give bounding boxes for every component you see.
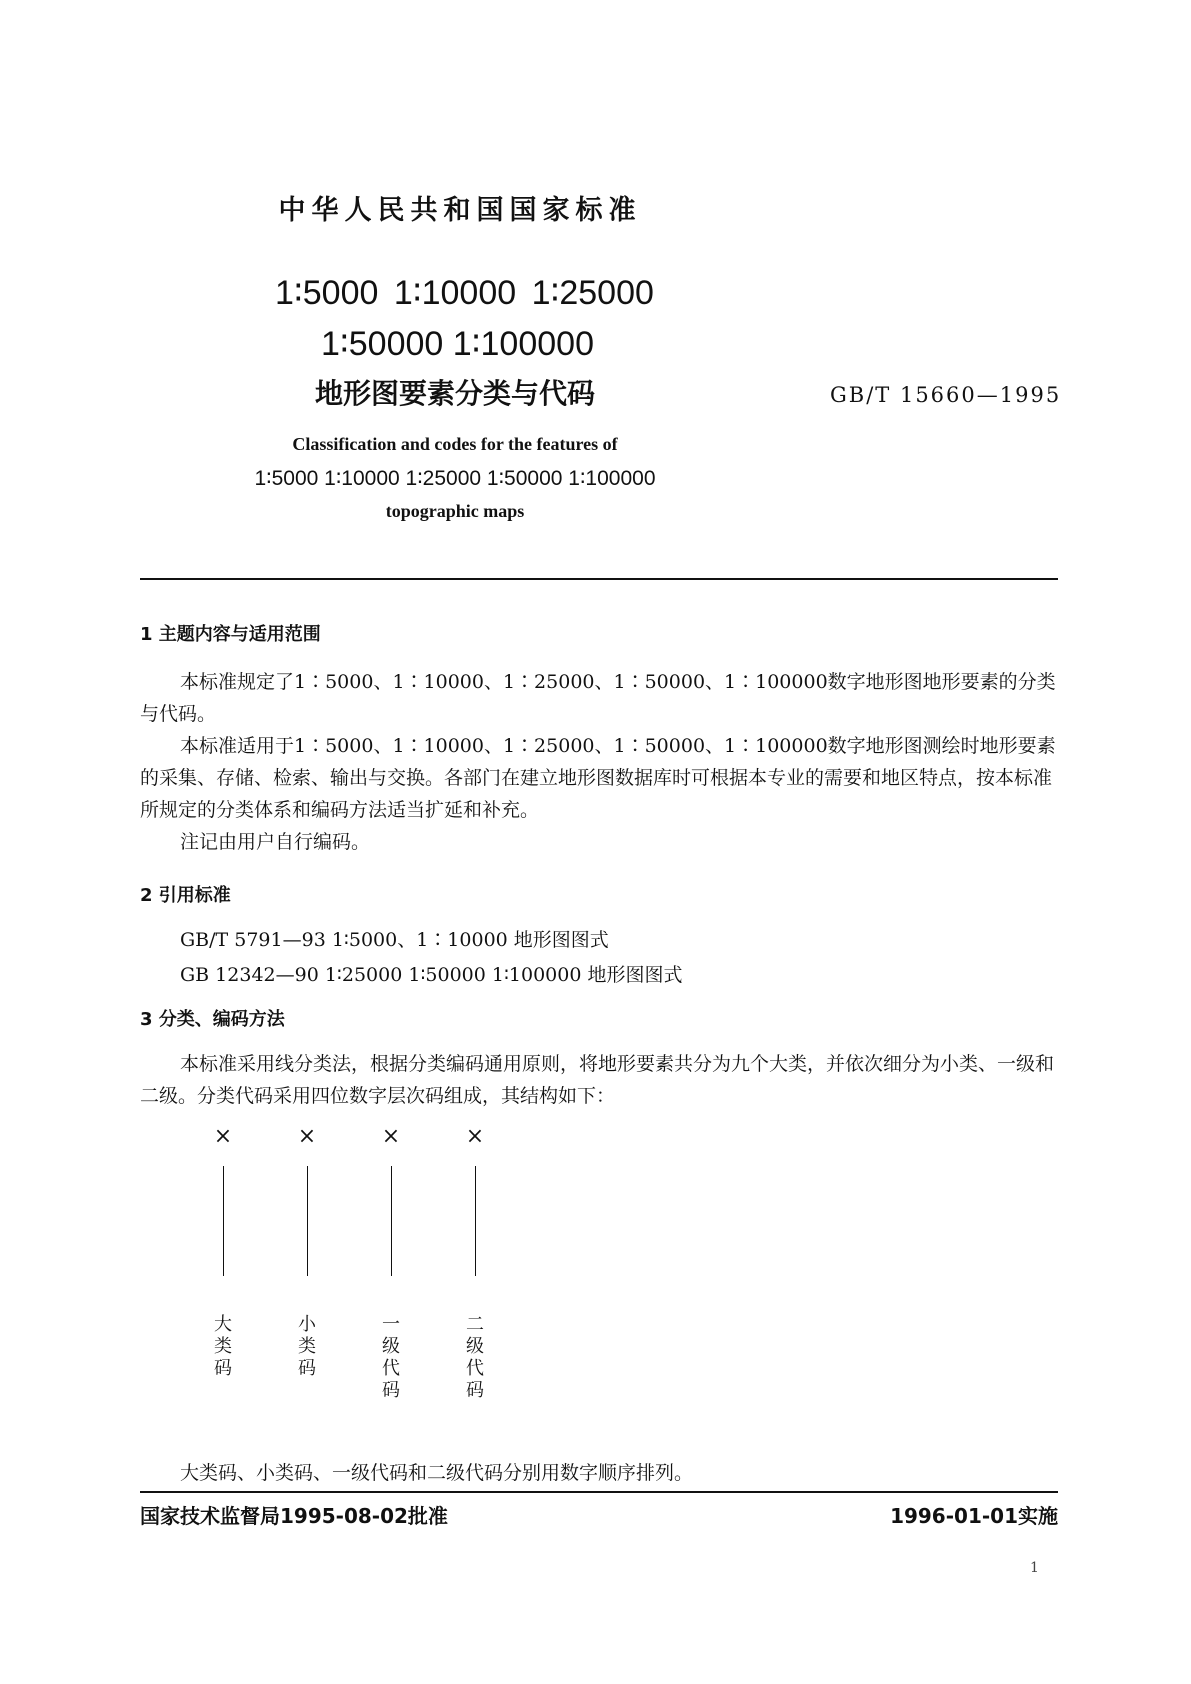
header-divider	[140, 578, 1058, 580]
connector-line	[391, 1166, 392, 1276]
section-1-paragraph-2: 本标准适用于1∶5000、1∶10000、1∶25000、1∶50000、1∶100000数字地形图测绘时地形要素的采集、存储、检索、输出与交换。各部门在建立地形图数据库时可根据本专业的需要和地区特点，按本标准所规定的分类体系和编码方法适当扩延和补充。	[140, 735, 1056, 821]
cross-mark: ×	[213, 1124, 233, 1149]
cross-mark: ×	[381, 1124, 401, 1149]
section-1-heading: 1 主题内容与适用范围	[140, 624, 321, 645]
reference-2: GB 12342—90 1∶25000 1∶50000 1∶100000 地形图图式	[180, 964, 683, 986]
connector-line	[223, 1166, 224, 1276]
effective-date: 1996-01-01实施	[890, 1504, 1058, 1528]
label-minor-class-code: 小类码	[298, 1314, 316, 1379]
section-3-paragraph-2: 大类码、小类码、一级代码和二级代码分别用数字顺序排列。	[180, 1462, 694, 1484]
page-number: 1	[1030, 1560, 1039, 1576]
standard-code: GB/T 15660—1995	[830, 383, 1062, 407]
section-2-heading: 2 引用标准	[140, 885, 231, 906]
label-first-level-code: 一级代码	[382, 1314, 400, 1401]
diagram-column-minor-class	[287, 1126, 327, 1380]
title-english-line-2: 1∶5000 1∶10000 1∶25000 1∶50000 1∶100000	[254, 467, 656, 490]
label-second-level-code: 二级代码	[466, 1314, 484, 1401]
approval-statement: 国家技术监督局1995-08-02批准	[140, 1504, 448, 1528]
scales-line-2: 1∶50000 1∶100000	[321, 325, 594, 363]
connector-line	[307, 1166, 308, 1276]
footer-divider	[140, 1491, 1058, 1493]
section-1-paragraph-3: 注记由用户自行编码。	[180, 831, 371, 853]
cross-mark: ×	[297, 1124, 317, 1149]
title-english-line-3: topographic maps	[385, 501, 525, 521]
section-3-paragraph-1: 本标准采用线分类法，根据分类编码通用原则，将地形要素共分为九个大类，并依次细分为小类、一级和二级。分类代码采用四位数字层次码组成，其结构如下：	[140, 1053, 1055, 1107]
diagram-column-first-level	[371, 1126, 411, 1402]
label-major-class-code: 大类码	[214, 1314, 232, 1379]
reference-1: GB/T 5791—93 1∶5000、1∶10000 地形图图式	[180, 929, 609, 951]
diagram-column-second-level	[455, 1126, 495, 1402]
national-standard-heading: 中华人民共和国国家标准	[278, 195, 642, 226]
connector-line	[475, 1166, 476, 1276]
cross-mark: ×	[465, 1124, 485, 1149]
title-chinese: 地形图要素分类与代码	[314, 377, 595, 410]
section-3-heading: 3 分类、编码方法	[140, 1009, 285, 1030]
section-1-paragraph-1: 本标准规定了1∶5000、1∶10000、1∶25000、1∶50000、1∶100000数字地形图地形要素的分类与代码。	[140, 671, 1056, 725]
scales-line-1: 1∶5000 1∶10000 1∶25000	[275, 274, 654, 312]
title-english-line-1: Classification and codes for the features of	[292, 434, 618, 454]
diagram-column-major-class	[203, 1126, 243, 1380]
